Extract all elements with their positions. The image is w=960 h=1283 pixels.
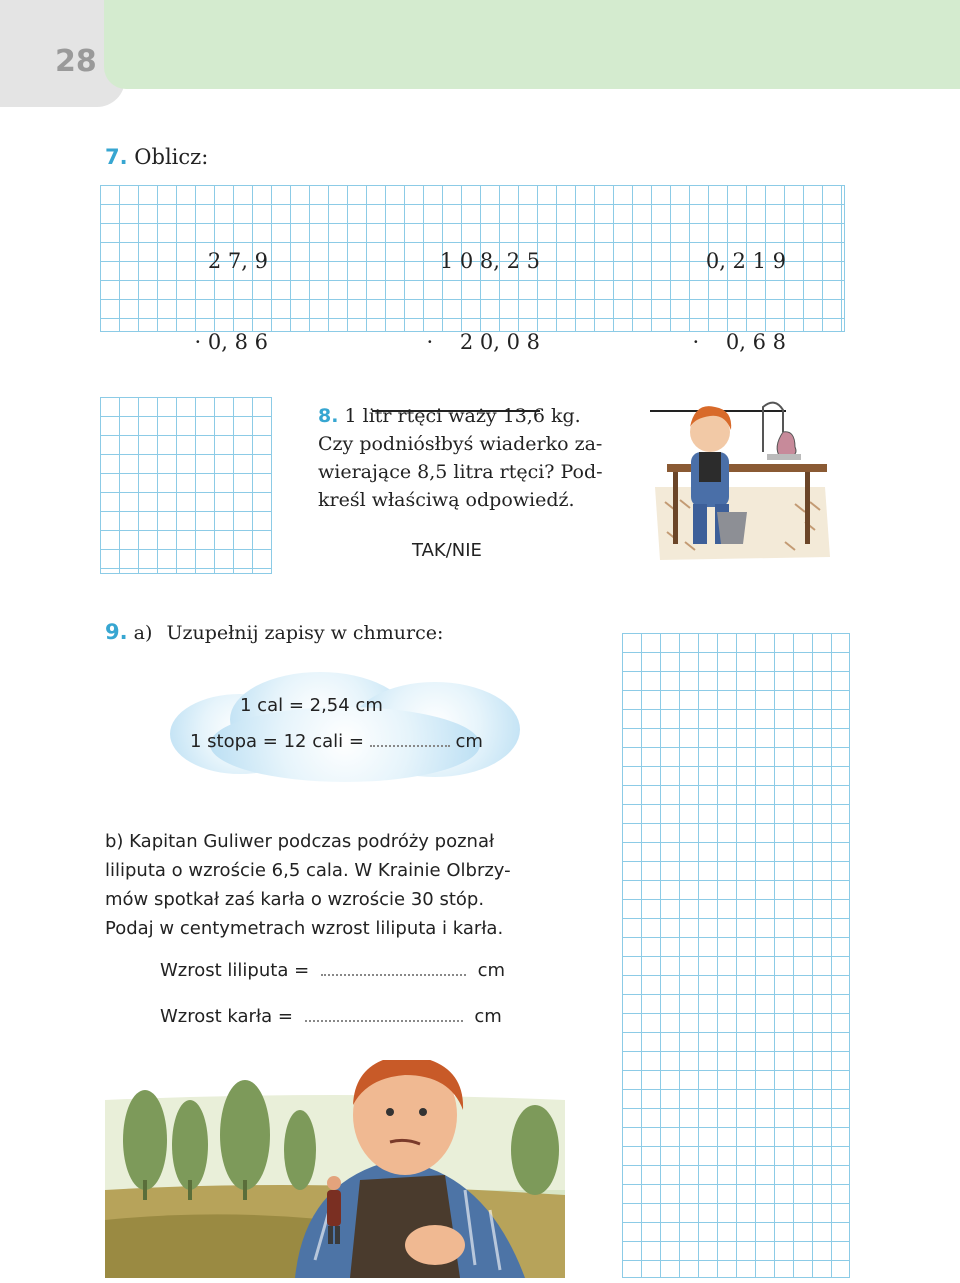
ex9-grid[interactable] <box>622 633 850 1278</box>
ex9-b-line-2: liliputa o wzroście 6,5 cala. W Krainie Olbrzy- <box>105 860 511 881</box>
mult3-line2: · 0, 6 8 <box>692 330 786 354</box>
mult2-line2: · 2 0, 0 8 <box>426 330 540 354</box>
ex8-line-2: Czy podniósłbyś wiaderko za- <box>318 433 603 455</box>
ex9-b-line-1: b) Kapitan Guliwer podczas podróży poznał <box>105 831 495 852</box>
ex9-a-label: a) <box>133 622 153 644</box>
ex7-heading <box>105 143 208 171</box>
cloud-line-2-text: 1 stopa = 12 cali = <box>190 731 364 752</box>
mult1-line1: 2 7, 9 <box>201 249 268 273</box>
lilliput-height-label: Wzrost liliputa = <box>160 960 310 981</box>
dwarf-height-blank[interactable] <box>305 1020 463 1022</box>
dwarf-height-row <box>160 1003 502 1031</box>
cloud-line-1: 1 cal = 2,54 cm <box>240 695 383 716</box>
gulliver-illustration <box>105 1060 565 1278</box>
lilliput-height-unit: cm <box>477 960 506 981</box>
ex9-b-text <box>105 827 585 943</box>
lilliput-height-row <box>160 957 505 985</box>
header-band <box>104 0 960 89</box>
ex9-b-line-3: mów spotkał zaś karła o wzroście 30 stóp. <box>105 889 485 910</box>
mult2-line1: 1 0 8, 2 5 <box>439 249 540 273</box>
cloud-answer-blank[interactable] <box>370 745 450 747</box>
ex8-line-4: kreśl właściwą odpowiedź. <box>318 489 575 511</box>
cloud <box>170 672 520 782</box>
ex9-heading <box>105 618 443 647</box>
cloud-unit: cm <box>455 731 483 752</box>
ex8-line-1: 1 litr rtęci waży 13,6 kg. <box>344 405 581 427</box>
mult3-line1: 0, 2 1 9 <box>705 249 786 273</box>
ex8-answer-options[interactable]: TAK/NIE <box>412 540 482 561</box>
ex8-grid[interactable] <box>100 397 272 574</box>
lilliput-height-blank[interactable] <box>321 974 466 976</box>
ex9-number: 9. <box>105 620 128 644</box>
mult1-line2: · 0, 8 6 <box>194 330 268 354</box>
ex9-b-line-4: Podaj w centymetrach wzrost liliputa i karła. <box>105 918 504 939</box>
ex8-number: 8. <box>318 405 339 427</box>
cloud-line-2 <box>190 728 483 756</box>
dwarf-height-unit: cm <box>474 1006 502 1027</box>
scientist-illustration <box>655 392 830 562</box>
ex8-line-3: wierające 8,5 litra rtęci? Pod- <box>318 461 603 483</box>
ex7-number: 7. <box>105 145 128 169</box>
ex9-a-text: Uzupełnij zapisy w chmurce: <box>166 622 444 644</box>
dwarf-height-label: Wzrost karła = <box>160 1006 293 1027</box>
ex8-text <box>318 402 618 514</box>
page-number: 28 <box>55 44 97 79</box>
ex7-title: Oblicz: <box>134 145 209 169</box>
